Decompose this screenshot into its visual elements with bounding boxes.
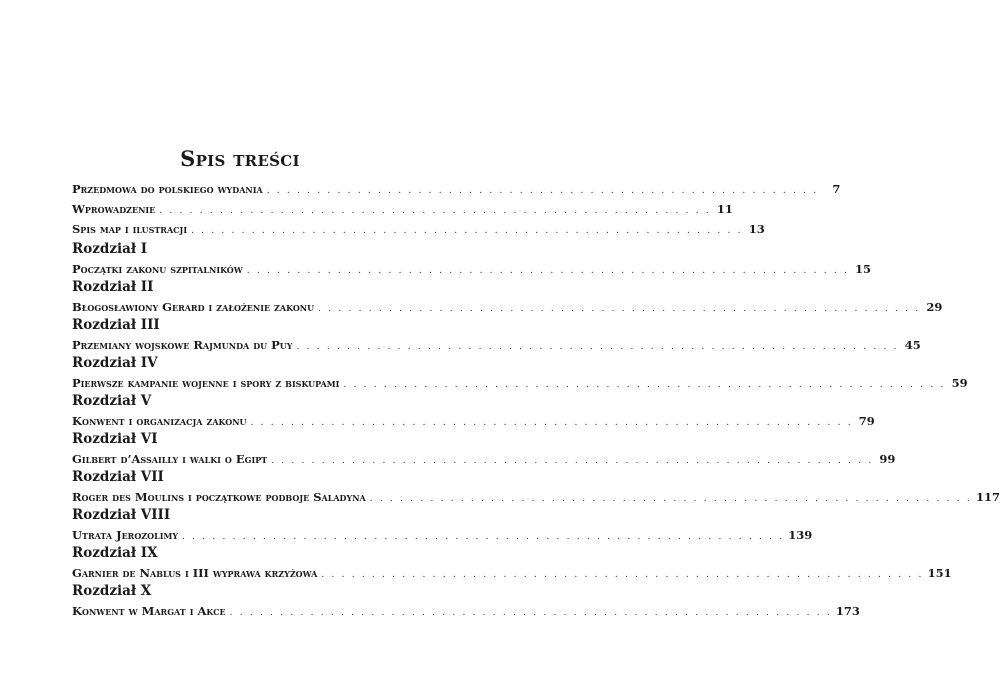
chapter-label: Rozdział IV [72, 355, 158, 371]
toc-entry-page: 29 [926, 300, 943, 314]
toc-entry-page: 45 [904, 338, 921, 352]
toc-entry-title: Błogosławiony Gerard i założenie zakonu [72, 300, 315, 314]
toc-entry-page: 99 [879, 452, 896, 466]
leader-dots: . . . . . . . . . . . . . . . . . . . . . . . . . . . . . . . . . . . . . . . . . . . . . . . . . . . . . . . . . . . . [182, 532, 785, 542]
toc-entry[interactable] [72, 297, 943, 317]
toc-entry[interactable] [72, 259, 872, 279]
toc-entry[interactable] [72, 199, 733, 219]
leader-dots: . . . . . . . . . . . . . . . . . . . . . . . . . . . . . . . . . . . . . . . . . . . . . . . . . . . . . . . [266, 186, 819, 196]
toc-entry-title: Konwent w Margat i Akce [72, 604, 226, 618]
leader-dots: . . . . . . . . . . . . . . . . . . . . . . . . . . . . . . . . . . . . . . . . . . . . . . . . . . . . . . . . . . . . [321, 570, 924, 580]
toc-entry-page: 79 [858, 414, 875, 428]
chapter-label: Rozdział V [72, 393, 152, 409]
chapter-label: Rozdział VI [72, 431, 158, 447]
chapter-label: Rozdział X [72, 583, 152, 599]
chapter-label: Rozdział VIII [72, 507, 171, 523]
toc-entry[interactable] [72, 411, 875, 431]
leader-dots: . . . . . . . . . . . . . . . . . . . . . . . . . . . . . . . . . . . . . . . . . . . . . . . . . . . . . . . [159, 206, 711, 216]
page-title: Spis treści [180, 146, 300, 171]
chapter-block [72, 315, 921, 353]
toc-entry[interactable] [72, 487, 1000, 507]
chapter-block [72, 277, 943, 315]
toc-entry-title: Przemiany wojskowe Rajmunda du Puy [72, 338, 293, 352]
chapter-label: Rozdział II [72, 279, 154, 295]
toc-entry[interactable] [72, 179, 841, 199]
toc-entry[interactable] [72, 219, 765, 239]
chapter-block [72, 353, 968, 391]
leader-dots: . . . . . . . . . . . . . . . . . . . . . . . . . . . . . . . . . . . . . . . . . . . . . . . . . . . . . . . . . . . . [229, 608, 832, 618]
toc-entry-title: Roger des Moulins i początkowe podboje Saladyna [72, 490, 366, 504]
toc-entry-title: Konwent i organizacja zakonu [72, 414, 247, 428]
toc-entry[interactable] [72, 601, 860, 621]
leader-dots: . . . . . . . . . . . . . . . . . . . . . . . . . . . . . . . . . . . . . . . . . . . . . . . . . . . . . . . . . . . . [369, 494, 972, 504]
toc-entry-page: 7 [832, 182, 841, 196]
chapter-block [72, 239, 872, 277]
toc-entry-page: 139 [788, 528, 813, 542]
toc-entry-page: 173 [835, 604, 860, 618]
leader-dots: . . . . . . . . . . . . . . . . . . . . . . . . . . . . . . . . . . . . . . . . . . . . . . . . . . . . . . . . . . . . [343, 380, 946, 390]
chapter-block [72, 391, 875, 429]
chapter-label: Rozdział IX [72, 545, 158, 561]
leader-dots: . . . . . . . . . . . . . . . . . . . . . . . . . . . . . . . . . . . . . . . . . . . . . . . . . . . . . . . [191, 226, 743, 236]
toc-entry-title: Gilbert d’Assailly i walki o Egipt [72, 452, 268, 466]
toc-entry-page: 117 [975, 490, 1000, 504]
toc-entry-page: 59 [951, 376, 968, 390]
chapter-block [72, 467, 1000, 505]
toc-entry-page: 15 [855, 262, 872, 276]
leader-dots: . . . . . . . . . . . . . . . . . . . . . . . . . . . . . . . . . . . . . . . . . . . . . . . . . . . . . . . . . . . . [271, 456, 874, 466]
leader-dots: . . . . . . . . . . . . . . . . . . . . . . . . . . . . . . . . . . . . . . . . . . . . . . . . . . . . . . . . . . . . [250, 418, 853, 428]
toc-entry[interactable] [72, 335, 921, 355]
leader-dots: . . . . . . . . . . . . . . . . . . . . . . . . . . . . . . . . . . . . . . . . . . . . . . . . . . . . . . . . . . . . [318, 304, 921, 314]
chapter-block [72, 505, 813, 543]
chapter-label: Rozdział III [72, 317, 160, 333]
toc-entry[interactable] [72, 525, 813, 545]
leader-dots: . . . . . . . . . . . . . . . . . . . . . . . . . . . . . . . . . . . . . . . . . . . . . . . . . . . . . . . . . . . . [246, 266, 850, 276]
toc-entry-page: 13 [748, 222, 765, 236]
toc-entry-title: Garnier de Nablus i III wyprawa krzyżowa [72, 566, 318, 580]
front-matter-list [72, 179, 841, 239]
chapter-label: Rozdział I [72, 241, 148, 257]
toc-entry[interactable] [72, 449, 896, 469]
toc-entry-title: Początki zakonu szpitalników [72, 262, 243, 276]
chapter-block [72, 543, 952, 581]
chapter-block [72, 429, 896, 467]
leader-dots: . . . . . . . . . . . . . . . . . . . . . . . . . . . . . . . . . . . . . . . . . . . . . . . . . . . . . . . . . . . . [296, 342, 899, 352]
chapter-label: Rozdział VII [72, 469, 164, 485]
table-of-contents [72, 179, 1000, 619]
toc-entry-title: Spis map i ilustracji [72, 222, 188, 236]
toc-entry-title: Pierwsze kampanie wojenne i spory z biskupami [72, 376, 340, 390]
toc-entry-title: Utrata Jerozolimy [72, 528, 179, 542]
toc-entry[interactable] [72, 373, 968, 393]
toc-entry-title: Wprowadzenie [72, 202, 156, 216]
chapter-block [72, 581, 860, 619]
toc-entry-page: 151 [927, 566, 952, 580]
toc-entry-title: Przedmowa do polskiego wydania [72, 182, 263, 196]
toc-entry[interactable] [72, 563, 952, 583]
chapter-list [72, 239, 1000, 619]
toc-entry-page: 11 [716, 202, 733, 216]
